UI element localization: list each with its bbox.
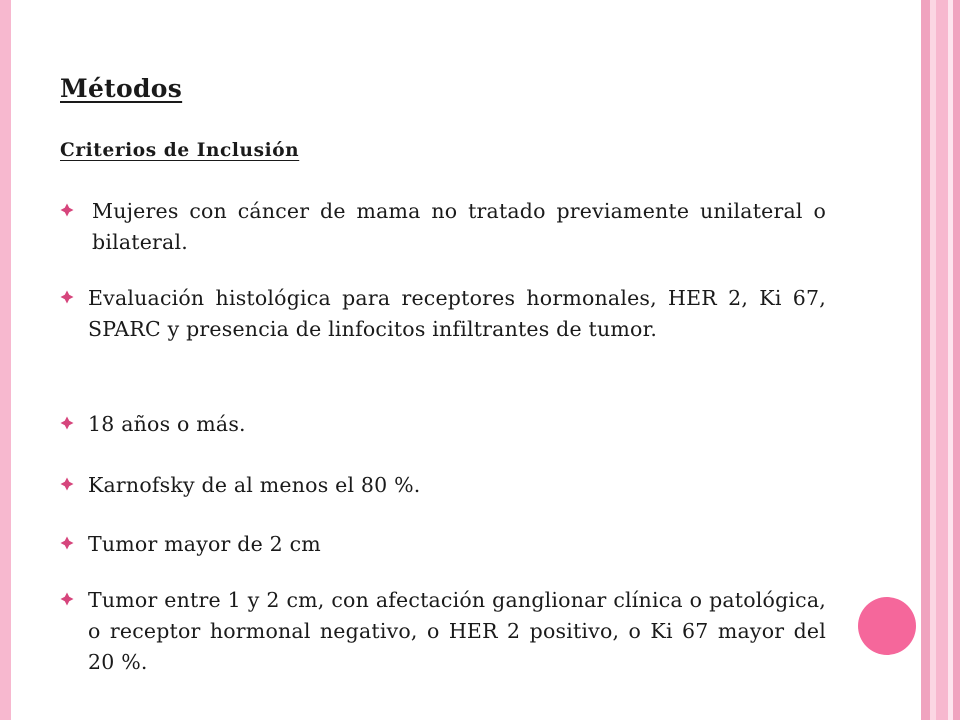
slide-title: Métodos bbox=[60, 74, 183, 103]
pink-circle-decoration bbox=[858, 597, 916, 655]
bullet-text: 18 años o más. bbox=[88, 412, 246, 436]
diamond-bullet-icon bbox=[60, 470, 88, 501]
list-item bbox=[60, 585, 826, 678]
right-border-stripes bbox=[921, 0, 960, 720]
bullet-text: Karnofsky de al menos el 80 %. bbox=[88, 473, 421, 497]
list-item bbox=[60, 409, 826, 440]
left-border-stripe bbox=[0, 0, 11, 720]
bullet-text: Mujeres con cáncer de mama no tratado previamente unilateral o bilateral. bbox=[92, 199, 826, 254]
list-item bbox=[60, 470, 826, 501]
border-stripe bbox=[953, 0, 960, 720]
diamond-bullet-icon bbox=[60, 283, 88, 345]
border-stripe bbox=[921, 0, 930, 720]
diamond-bullet-icon bbox=[60, 585, 88, 678]
section-subtitle: Criterios de Inclusión bbox=[60, 140, 300, 161]
diamond-bullet-icon bbox=[60, 196, 88, 258]
border-stripe bbox=[936, 0, 948, 720]
diamond-bullet-icon bbox=[60, 529, 88, 560]
list-item bbox=[60, 283, 826, 345]
bullet-text: Evaluación histológica para receptores hormonales, HER 2, Ki 67, SPARC y presencia de linfocitos infiltrantes de tumor. bbox=[88, 286, 826, 341]
bullet-text: Tumor entre 1 y 2 cm, con afectación ganglionar clínica o patológica, o receptor hormonal negativo, o HER 2 positivo, o Ki 67 mayor del 20 %. bbox=[88, 588, 826, 674]
list-item bbox=[60, 196, 826, 258]
list-item bbox=[60, 529, 826, 560]
bullet-text: Tumor mayor de 2 cm bbox=[88, 532, 321, 556]
diamond-bullet-icon bbox=[60, 409, 88, 440]
